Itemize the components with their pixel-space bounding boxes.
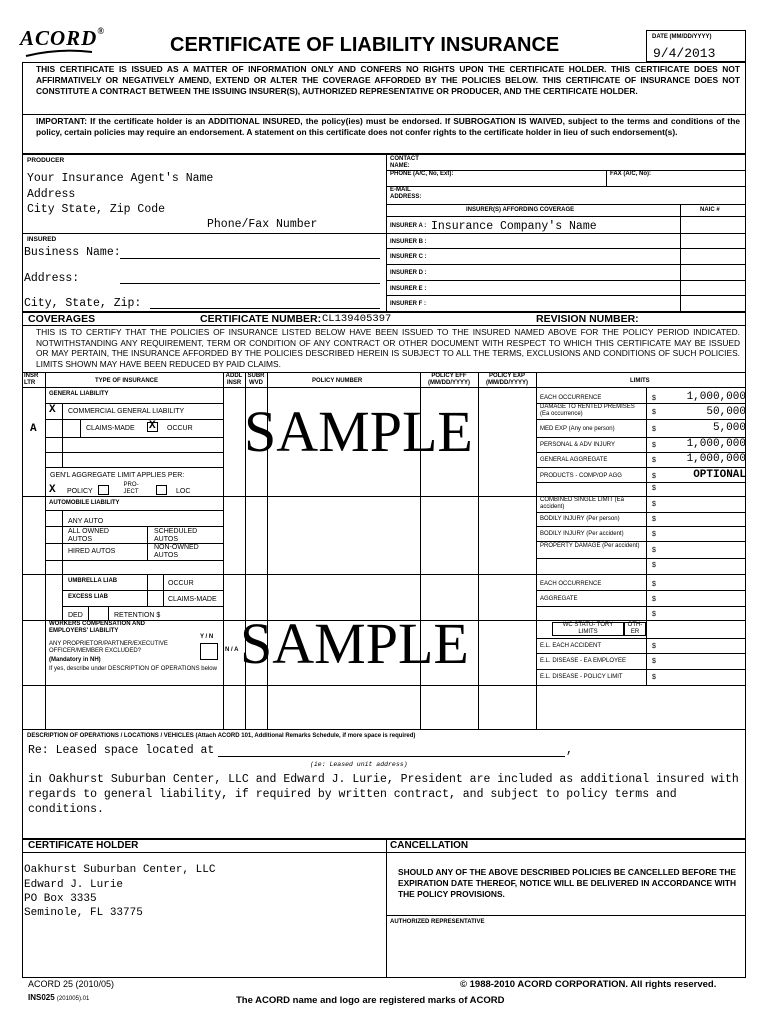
umbrella-occur: OCCUR [168,580,194,587]
auto-non-owned: NON-OWNED AUTOS [154,544,199,559]
col-subr-wvd: SUBR WVD [247,373,265,386]
auto-all-owned: ALL OWNED AUTOS [68,528,109,543]
auto-scheduled: SCHEDULED AUTOS [154,528,198,543]
producer-label: PRODUCER [27,157,65,164]
copyright: © 1988-2010 ACORD CORPORATION. All rights reserved. [460,979,717,990]
cancellation-label: CANCELLATION [390,840,469,851]
authorized-representative-label: AUTHORIZED REPRESENTATIVE [390,919,485,925]
insured-address[interactable]: Address: [24,272,80,285]
wc-other: OTH- ER [627,622,643,635]
workers-question: ANY PROPRIETOR/PARTNER/EXECUTIVE OFFICER/MEMBER EXCLUDED? [49,641,168,654]
workers-sample-watermark: SAMPLE [240,611,469,676]
insured-city[interactable]: City, State, Zip: [24,297,142,310]
col-limits: LIMITS [630,378,650,384]
gl-claims-made-label: CLAIMS-MADE [86,425,135,432]
auto-limit-1: COMBINED SINGLE LIMIT (Ea accident) [540,497,624,510]
auto-hired: HIRED AUTOS [68,548,116,555]
certificate-holder-label: CERTIFICATE HOLDER [28,840,139,851]
gl-limit-value-2[interactable]: 50,000 [706,406,746,418]
date-value[interactable]: 9/4/2013 [653,46,716,61]
gl-limit-label-5: GENERAL AGGREGATE [540,457,608,463]
umbrella-retention: RETENTION $ [114,612,161,619]
dollar-sign: $ [652,457,656,464]
gl-limit-label-6: PRODUCTS - COMP/OP AGG [540,473,622,479]
holder-line-4[interactable]: Seminole, FL 33775 [24,907,143,919]
trademark: The ACORD name and logo are registered marks of ACORD [236,995,505,1006]
umbrella-liab: UMBRELLA LIAB [68,578,118,584]
dollar-sign: $ [652,516,656,523]
el-each-accident: E.L. EACH ACCIDENT [540,643,602,649]
cancellation-text: SHOULD ANY OF THE ABOVE DESCRIBED POLICIES BE CANCELLED BEFORE THE EXPIRATION DATE THEREOF, NOTICE WILL BE DELIVERED IN ACCORDANCE WITH THE POLICY PROVISIONS. [398,867,736,899]
col-policy-exp: POLICY EXP (MM/DD/YYYY) [486,373,528,386]
dollar-sign: $ [652,611,656,618]
disclaimer: THIS CERTIFICATE IS ISSUED AS A MATTER OF INFORMATION ONLY AND CONFERS NO RIGHTS UPON THE CERTIFICATE HOLDER. THIS CERTIFICATE DOES NOT AFFIRMATIVELY OR NEGATIVELY AMEND, EXTEND OR ALTER THE COVERAGE AFFORDED BY THE POLICIES BELOW. THIS CERTIFICATE OF INSURANCE DOES NOT CONSTITUTE A CONTRACT BETWEEN THE ISSUING INSURER(S), AUTHORIZED REPRESENTATIVE OR PRODUCER, AND THE CERTIFICATE HOLDER. [36,64,740,96]
holder-line-2[interactable]: Edward J. Lurie [24,879,124,891]
excess-liab: EXCESS LIAB [68,594,109,600]
dollar-sign: $ [652,547,656,554]
dollar-sign: $ [652,485,656,492]
dollar-sign: $ [652,473,656,480]
gl-limit-value-4[interactable]: 1,000,000 [686,438,746,450]
description-label: DESCRIPTION OF OPERATIONS / LOCATIONS / VEHICLES (Attach ACORD 101, Additional Remarks Schedule, if more space is required) [27,733,416,739]
workers-excluded-checkbox[interactable] [200,643,218,660]
wc-statutory-limits: WC STATU- TORY LIMITS [562,622,614,635]
insurer-f-label: INSURER F : [390,301,426,307]
gl-policy-x[interactable]: X [49,484,56,496]
description-line1[interactable]: Re: Leased space located at [28,744,215,757]
insured-business[interactable]: Business Name: [24,246,121,259]
workers-yn: Y / N [200,634,214,640]
gl-limit-value-5[interactable]: 1,000,000 [686,453,746,465]
gl-limit-label-1: EACH OCCURRENCE [540,395,602,401]
holder-line-3[interactable]: PO Box 3335 [24,893,97,905]
workers-comp-title: WORKERS COMPENSATION AND EMPLOYERS' LIABILITY [49,621,145,634]
ins-code: INS025 (201005).01 [28,993,90,1002]
gl-sample-watermark: SAMPLE [244,399,473,464]
gl-commercial-label: COMMERCIAL GENERAL LIABILITY [68,408,185,415]
producer-name[interactable]: Your Insurance Agent's Name [27,172,214,185]
auto-limit-2: BODILY INJURY (Per person) [540,516,620,522]
page-title: CERTIFICATE OF LIABILITY INSURANCE [170,34,560,56]
contact-name-label: CONTACT NAME: [390,156,419,169]
dollar-sign: $ [652,643,656,650]
col-policy-eff: POLICY EFF (MM/DD/YYYY) [428,373,470,386]
contact-fax-label: FAX (A/C, No): [610,171,651,177]
producer-city[interactable]: City State, Zip Code [27,203,166,216]
col-insr-ltr: INSR LTR [24,373,39,386]
date-box: DATE (MM/DD/YYYY) 9/4/2013 [646,30,746,62]
insurer-d-label: INSURER D : [390,270,427,276]
gl-limit-value-3[interactable]: 5,000 [712,422,746,434]
dollar-sign: $ [652,562,656,569]
dollar-sign: $ [652,409,656,416]
insurer-c-label: INSURER C : [390,254,427,260]
naic-header: NAIC # [700,207,720,213]
gl-limit-label-2: DAMAGE TO RENTED PREMISES (Ea occurrence) [540,404,635,417]
gl-project-label: PRO- JECT [123,482,139,495]
gl-loc-label: LOC [176,488,191,495]
contact-email-label: E-MAIL ADDRESS: [390,187,422,200]
gl-limit-label-3: MED EXP (Any one person) [540,426,615,432]
dollar-sign: $ [652,658,656,665]
gl-limit-value-6[interactable]: OPTIONAL [693,469,746,481]
auto-title: AUTOMOBILE LIABILITY [49,500,120,506]
gl-occur-label: OCCUR [167,425,193,432]
auto-limit-3: BODILY INJURY (Per accident) [540,531,624,537]
col-type-of-insurance: TYPE OF INSURANCE [95,378,159,384]
dollar-sign: $ [652,395,656,402]
insurers-header: INSURER(S) AFFORDING COVERAGE [466,207,575,213]
revision-number-label: REVISION NUMBER: [536,313,639,325]
insured-label: INSURED [27,236,57,243]
col-policy-number: POLICY NUMBER [312,378,363,384]
dollar-sign: $ [652,501,656,508]
gl-loc-checkbox[interactable] [156,485,167,495]
gl-commercial-x[interactable]: X [49,404,56,416]
gl-occur-x: X [149,420,156,432]
el-disease-employee: E.L. DISEASE - EA EMPLOYEE [540,658,627,664]
holder-line-1[interactable]: Oakhurst Suburban Center, LLC [24,864,216,876]
el-disease-policy-limit: E.L. DISEASE - POLICY LIMIT [540,674,623,680]
contact-phone-label: PHONE (A/C, No, Ext): [390,171,454,177]
umbrella-claims-made: CLAIMS-MADE [168,596,217,603]
gl-project-checkbox[interactable] [98,485,109,495]
insurer-b-label: INSURER B : [390,239,427,245]
dollar-sign: $ [652,426,656,433]
form-number: ACORD 25 (2010/05) [28,979,115,989]
producer-phone-fax[interactable]: Phone/Fax Number [207,218,318,231]
insurer-a-label: INSURER A : [390,223,427,229]
auto-any-auto: ANY AUTO [68,518,104,525]
insurer-a-value[interactable]: Insurance Company's Name [431,220,597,233]
umbrella-limit-1: EACH OCCURRENCE [540,581,602,587]
umbrella-limit-2: AGGREGATE [540,596,578,602]
description-body[interactable]: in Oakhurst Suburban Center, LLC and Edward J. Lurie, President are included as additional insured with regards to general liability, if required by written contract, and subject to policy terms and conditions. [28,773,739,816]
general-liability-title: GENERAL LIABILITY [49,391,109,397]
gl-policy-label: POLICY [67,488,93,495]
auto-limit-4: PROPERTY DAMAGE (Per accident) [540,543,640,549]
important-notice: IMPORTANT: If the certificate holder is an ADDITIONAL INSURED, the policy(ies) must be endorsed. If SUBROGATION IS WAIVED, subject to the terms and conditions of the policy, certain policies may require an endorsement. A statement on this certificate does not confer rights to the certificate holder in lieu of such endorsement(s). [36,116,740,137]
workers-describe: If yes, describe under DESCRIPTION OF OPERATIONS below [49,666,217,672]
dollar-sign: $ [652,674,656,681]
workers-mandatory: (Mandatory in NH) [49,657,101,663]
acord-logo-swoosh-icon [24,48,94,58]
coverages-statement: THIS IS TO CERTIFY THAT THE POLICIES OF INSURANCE LISTED BELOW HAVE BEEN ISSUED TO THE INSURED NAMED ABOVE FOR THE POLICY PERIOD INDICATED. NOTWITHSTANDING ANY REQUIREMENT, TERM OR CONDITION OF ANY CONTRACT OR OTHER DOCUMENT WITH RESPECT TO WHICH THIS CERTIFICATE MAY BE ISSUED OR MAY PERTAIN, THE INSURANCE AFFORDED BY THE POLICIES DESCRIBED HEREIN IS SUBJECT TO ALL THE TERMS, EXCLUSIONS AND CONDITIONS OF SUCH POLICIES. LIMITS SHOWN MAY HAVE BEEN REDUCED BY PAID CLAIMS. [36,327,740,369]
dollar-sign: $ [652,531,656,538]
coverages-label: COVERAGES [28,313,96,325]
gl-limit-value-1[interactable]: 1,000,000 [686,391,746,403]
insurer-e-label: INSURER E : [390,286,427,292]
description-comma: , [566,744,573,757]
certificate-number-label: CERTIFICATE NUMBER: [200,313,322,325]
dollar-sign: $ [652,596,656,603]
producer-address[interactable]: Address [27,188,76,201]
dollar-sign: $ [652,581,656,588]
gl-limit-label-4: PERSONAL & ADV INJURY [540,442,616,448]
description-hint: (ie: Leased unit address) [310,761,408,768]
dollar-sign: $ [652,442,656,449]
gl-aggregate-applies: GEN'L AGGREGATE LIMIT APPLIES PER: [50,472,185,479]
acord-logo: ACORD® [20,26,106,50]
gl-insurer-letter[interactable]: A [30,423,37,435]
col-addl-insr: ADDL INSR [225,373,243,386]
workers-na: N / A [225,647,239,653]
certificate-number[interactable]: CL139405397 [322,313,392,325]
umbrella-ded: DED [68,612,83,619]
